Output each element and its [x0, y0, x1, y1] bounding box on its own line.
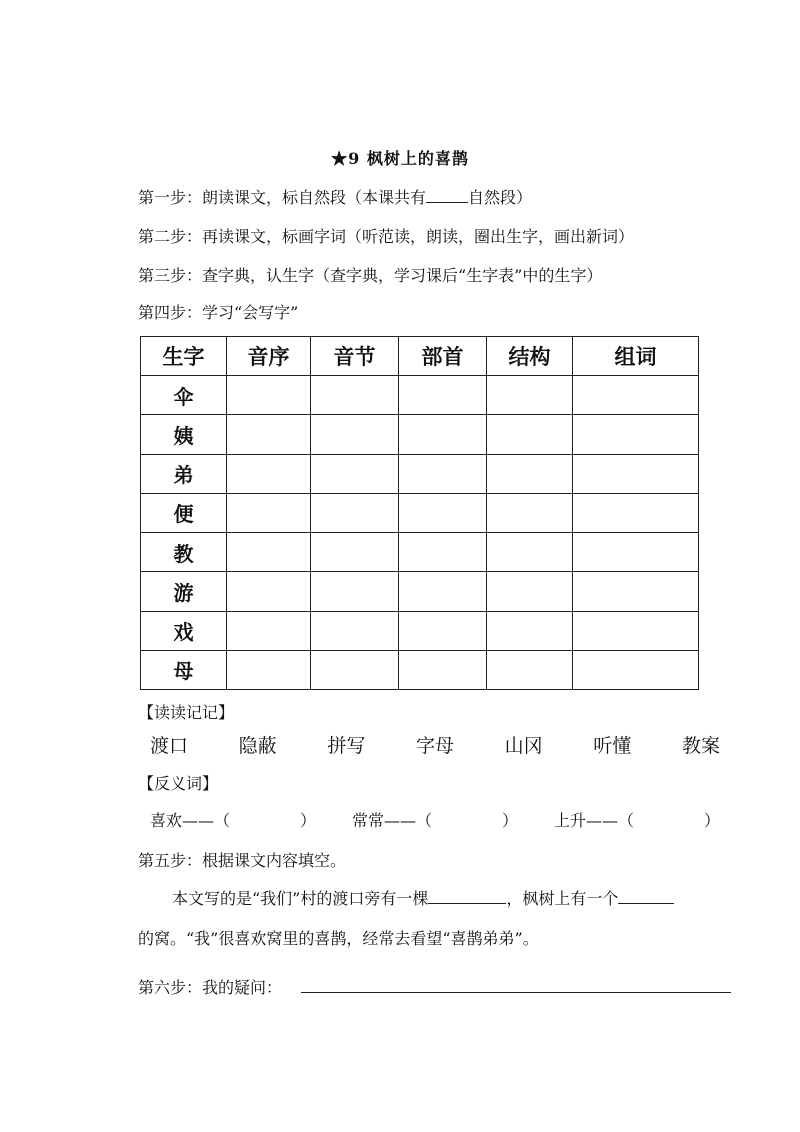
row-char: 伞 [141, 376, 227, 415]
fill-line-1 [172, 886, 674, 909]
cell-blank[interactable] [227, 415, 311, 454]
antonym-item [554, 808, 720, 831]
word-item: 拼写 [327, 735, 366, 757]
header-structure: 结构 [487, 337, 573, 376]
fill-line-2: 的窝。“我”很喜欢窝里的喜鹊，经常去看望“喜鹊弟弟”。 [138, 929, 539, 948]
table-row [141, 493, 699, 532]
cell-blank[interactable] [573, 650, 699, 689]
fill-text-a: 本文写的是“我们”村的渡口旁有一棵 [172, 889, 429, 908]
cell-blank[interactable] [227, 493, 311, 532]
page-title: ★9 枫树上的喜鹊 [331, 149, 469, 168]
cell-blank[interactable] [487, 533, 573, 572]
cell-blank[interactable] [399, 650, 487, 689]
nest-blank[interactable] [618, 903, 674, 904]
cell-blank[interactable] [399, 493, 487, 532]
cell-blank[interactable] [311, 415, 399, 454]
header-syllable: 音节 [311, 337, 399, 376]
question-answer-line[interactable] [301, 992, 731, 993]
cell-blank[interactable] [573, 493, 699, 532]
header-radical: 部首 [399, 337, 487, 376]
step-5: 第五步：根据课文内容填空。 [138, 851, 347, 870]
table-row [141, 611, 699, 650]
cell-blank[interactable] [311, 454, 399, 493]
antonym-close: ） [300, 811, 317, 830]
table-row [141, 415, 699, 454]
cell-blank[interactable] [399, 533, 487, 572]
cell-blank[interactable] [487, 415, 573, 454]
cell-blank[interactable] [487, 611, 573, 650]
table-row [141, 572, 699, 611]
character-table [140, 336, 699, 690]
cell-blank[interactable] [311, 650, 399, 689]
paragraph-count-blank[interactable] [426, 202, 468, 203]
cell-blank[interactable] [487, 650, 573, 689]
cell-blank[interactable] [311, 376, 399, 415]
word-item: 字母 [415, 735, 454, 757]
table-row [141, 376, 699, 415]
table-row [141, 454, 699, 493]
step-6: 第六步：我的疑问： [138, 978, 283, 997]
cell-blank[interactable] [487, 493, 573, 532]
cell-blank[interactable] [227, 454, 311, 493]
row-char: 弟 [141, 454, 227, 493]
row-char: 戏 [141, 611, 227, 650]
table-row [141, 650, 699, 689]
cell-blank[interactable] [227, 572, 311, 611]
cell-blank[interactable] [399, 572, 487, 611]
fill-text-b: ，枫树上有一个 [506, 889, 619, 908]
tree-blank[interactable] [428, 903, 506, 904]
header-letter-order: 音序 [227, 337, 311, 376]
word-item: 听懂 [593, 735, 632, 757]
cell-blank[interactable] [311, 493, 399, 532]
row-char: 姨 [141, 415, 227, 454]
cell-blank[interactable] [399, 611, 487, 650]
step-1 [138, 185, 532, 208]
row-char: 游 [141, 572, 227, 611]
antonym-close: ） [502, 811, 519, 830]
reading-words [150, 731, 720, 758]
cell-blank[interactable] [227, 650, 311, 689]
antonym-list [150, 808, 720, 831]
cell-blank[interactable] [573, 533, 699, 572]
cell-blank[interactable] [227, 533, 311, 572]
cell-blank[interactable] [399, 415, 487, 454]
cell-blank[interactable] [573, 572, 699, 611]
cell-blank[interactable] [399, 454, 487, 493]
cell-blank[interactable] [573, 454, 699, 493]
antonym-prompt: 喜欢——（ [150, 811, 231, 830]
antonym-item [352, 808, 518, 831]
cell-blank[interactable] [311, 572, 399, 611]
cell-blank[interactable] [311, 533, 399, 572]
step-1-suffix: 自然段） [468, 188, 533, 207]
cell-blank[interactable] [487, 376, 573, 415]
cell-blank[interactable] [487, 454, 573, 493]
cell-blank[interactable] [487, 572, 573, 611]
table-row [141, 533, 699, 572]
step-3: 第三步：查字典，认生字（查字典，学习课后“生字表”中的生字） [138, 266, 603, 285]
antonym-prompt: 常常——（ [351, 811, 432, 830]
antonym-close: ） [703, 811, 720, 830]
cell-blank[interactable] [399, 376, 487, 415]
cell-blank[interactable] [573, 611, 699, 650]
word-item: 教案 [681, 735, 720, 757]
word-item: 渡口 [150, 735, 189, 757]
antonym-heading: 【反义词】 [138, 774, 219, 793]
antonym-item [150, 808, 316, 831]
row-char: 教 [141, 533, 227, 572]
table-header-row [141, 337, 699, 376]
reading-heading: 【读读记记】 [138, 703, 235, 722]
cell-blank[interactable] [311, 611, 399, 650]
step-1-text: 第一步：朗读课文，标自然段（本课共有 [138, 188, 427, 207]
cell-blank[interactable] [573, 415, 699, 454]
cell-blank[interactable] [227, 376, 311, 415]
cell-blank[interactable] [227, 611, 311, 650]
step-2: 第二步：再读课文，标画字词（听范读，朗读，圈出生字，画出新词） [138, 227, 635, 246]
word-item: 隐蔽 [238, 735, 277, 757]
row-char: 便 [141, 493, 227, 532]
cell-blank[interactable] [573, 376, 699, 415]
row-char: 母 [141, 650, 227, 689]
step-4: 第四步：学习“会写字” [138, 303, 299, 322]
antonym-prompt: 上升——（ [553, 811, 634, 830]
header-words: 组词 [573, 337, 699, 376]
header-char: 生字 [141, 337, 227, 376]
word-item: 山冈 [504, 735, 543, 757]
